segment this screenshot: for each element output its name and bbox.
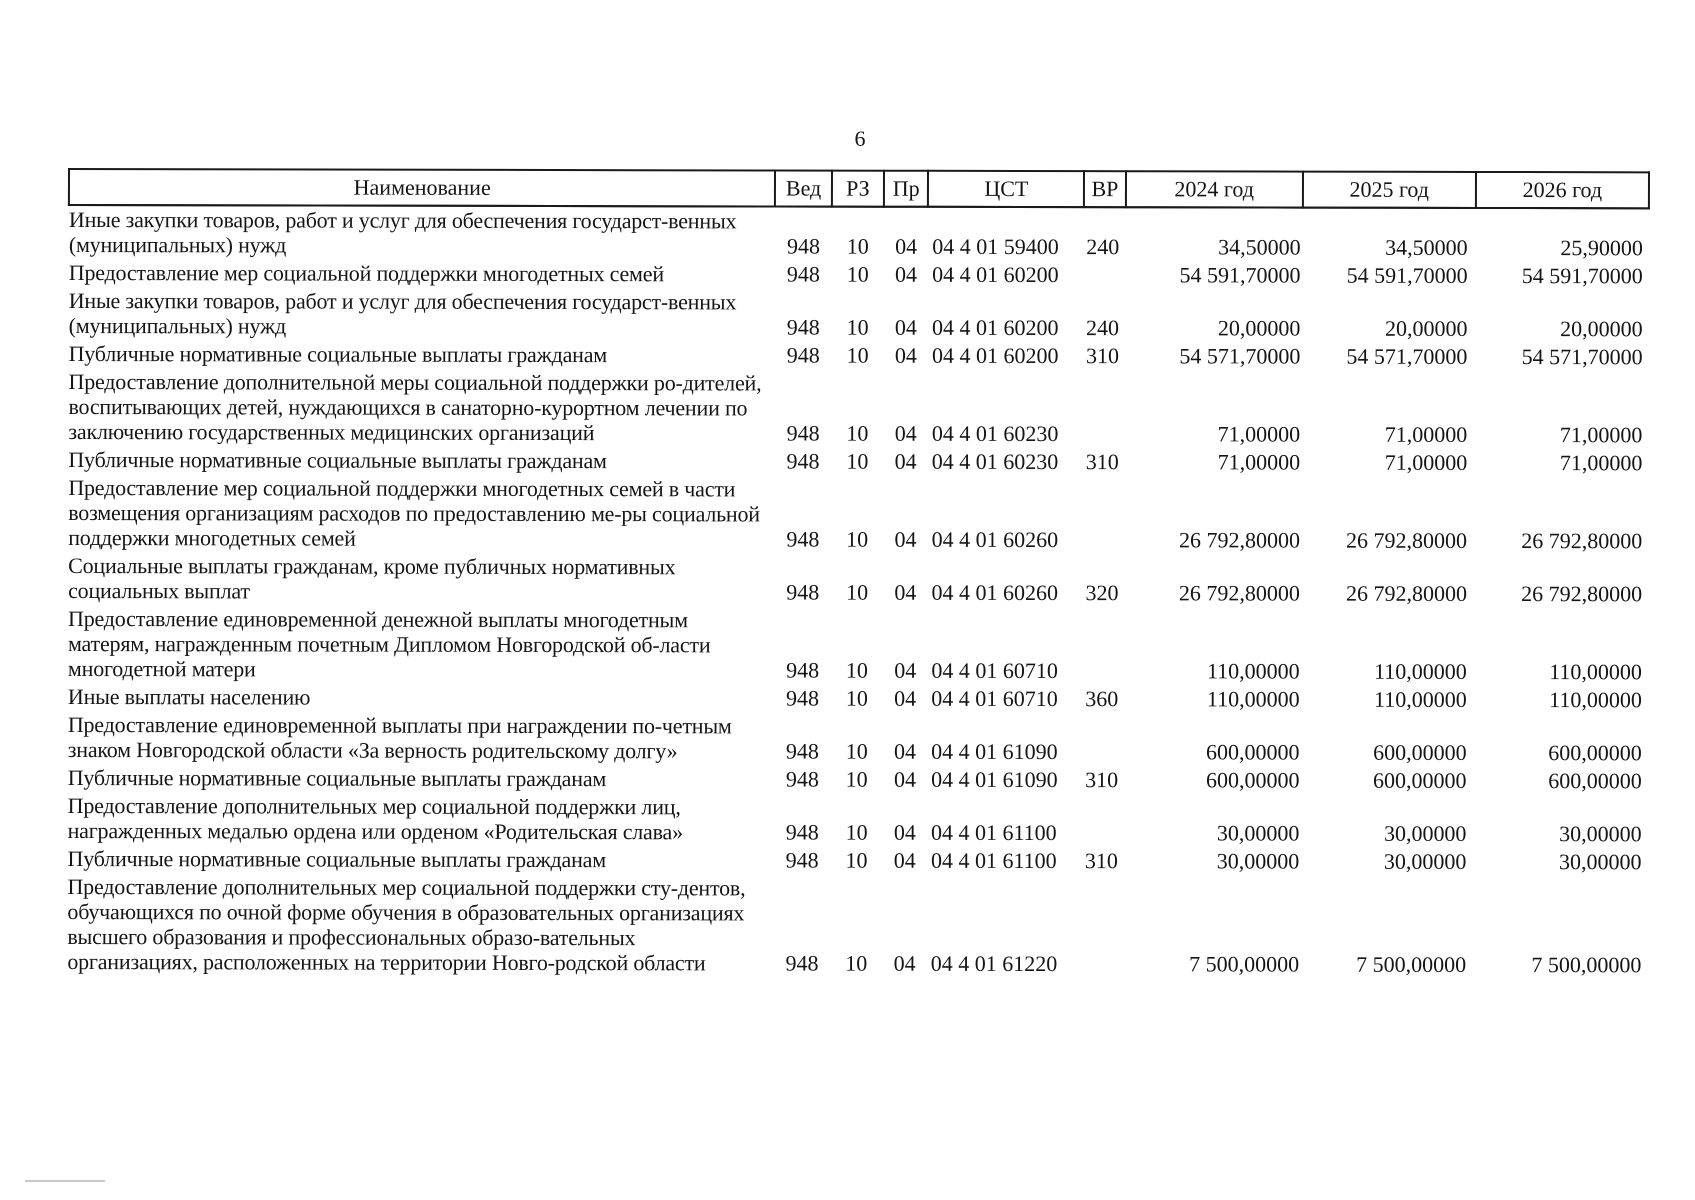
row-pr: 04 — [894, 738, 917, 764]
row-rz: 10 — [846, 314, 869, 340]
row-2026: 30,00000 — [1559, 849, 1642, 875]
budget-table — [66, 168, 1650, 979]
row-2026: 71,00000 — [1559, 450, 1643, 476]
header-2025: 2025 год — [1303, 172, 1476, 208]
row-2025: 30,00000 — [1383, 820, 1467, 846]
header-row — [69, 169, 1649, 208]
table-row — [69, 259, 1649, 290]
row-ved: 948 — [786, 657, 820, 683]
row-ved: 948 — [786, 579, 820, 605]
row-cst: 04 4 01 60230 — [931, 448, 1059, 475]
row-2024: 71,00000 — [1217, 449, 1301, 475]
row-2025: 110,00000 — [1374, 658, 1467, 684]
row-vr: 360 — [1085, 686, 1119, 712]
row-pr: 04 — [894, 342, 917, 368]
row-vr — [1084, 370, 1125, 448]
row-vr: 310 — [1085, 449, 1119, 475]
row-rz: 10 — [846, 342, 869, 368]
row-pr: 04 — [894, 448, 917, 474]
row-vr — [1083, 607, 1124, 685]
row-2025: 71,00000 — [1384, 449, 1468, 475]
table-header — [69, 169, 1649, 208]
page-number: 6 — [854, 126, 866, 151]
row-ved: 948 — [786, 448, 820, 474]
header-cst: ЦСТ — [928, 171, 1084, 207]
row-ved: 948 — [785, 766, 819, 792]
row-2025: 7 500,00000 — [1356, 951, 1467, 977]
row-2024: 34,50000 — [1218, 234, 1301, 260]
row-rz: 10 — [846, 233, 869, 259]
table-row — [67, 873, 1647, 979]
row-2026: 25,90000 — [1560, 235, 1643, 261]
table-row — [68, 792, 1648, 848]
row-2024: 110,00000 — [1206, 658, 1300, 684]
row-name: Публичные нормативные социальные выплаты гражданам — [67, 846, 606, 873]
row-2025: 71,00000 — [1384, 421, 1468, 447]
row-pr: 04 — [894, 579, 917, 605]
row-rz: 10 — [845, 766, 868, 792]
row-cst: 04 4 01 60260 — [931, 579, 1059, 606]
table-row — [69, 340, 1649, 371]
row-name: Предоставление дополнительных мер социальной поддержки сту-дентов, обучающихся по очной форме обучения в образовательных организациях высшего образования и профессиональных образо-вательных организациях, расположенных на территории Новго-родской области — [67, 874, 746, 976]
row-ved: 948 — [785, 847, 819, 873]
row-rz: 10 — [845, 950, 868, 976]
row-pr: 04 — [894, 685, 917, 711]
row-2026: 600,00000 — [1548, 768, 1642, 794]
row-pr: 04 — [893, 950, 916, 976]
row-name: Публичные нормативные социальные выплаты гражданам — [68, 341, 608, 368]
row-ved: 948 — [785, 819, 819, 845]
row-rz: 10 — [846, 420, 869, 446]
row-pr: 04 — [895, 261, 918, 287]
row-vr: 310 — [1084, 848, 1118, 874]
row-2024: 30,00000 — [1216, 820, 1300, 846]
row-rz: 10 — [845, 738, 868, 764]
table-row — [69, 287, 1649, 343]
row-cst: 04 4 01 60230 — [931, 420, 1059, 447]
row-name: Социальные выплаты гражданам, кроме публичных нормативных социальных выплат — [68, 553, 676, 604]
row-pr: 04 — [893, 766, 917, 792]
row-2026: 600,00000 — [1548, 740, 1642, 766]
row-2025: 34,50000 — [1385, 234, 1468, 260]
row-name: Предоставление дополнительных мер социальной поддержки лиц, награжденных медалью ордена или орденом «Родительская слава» — [67, 793, 683, 845]
row-name: Публичные нормативные социальные выплаты гражданам — [68, 447, 607, 474]
row-2026: 26 792,80000 — [1521, 528, 1643, 554]
row-2024: 110,00000 — [1206, 686, 1300, 712]
row-pr: 04 — [895, 233, 918, 259]
row-2025: 26 792,80000 — [1345, 580, 1467, 606]
row-2025: 20,00000 — [1384, 315, 1468, 341]
header-vr: ВР — [1084, 171, 1125, 207]
header-2026: 2026 год — [1476, 172, 1649, 208]
header-name: Наименование — [69, 169, 776, 206]
row-2026: 54 591,70000 — [1521, 263, 1643, 289]
row-2025: 110,00000 — [1374, 686, 1467, 712]
row-cst: 04 4 01 61090 — [931, 738, 1058, 765]
table-row — [68, 552, 1648, 608]
row-2026: 110,00000 — [1549, 659, 1642, 685]
row-2025: 54 571,70000 — [1346, 343, 1468, 369]
header-ved: Вед — [775, 170, 831, 206]
row-name: Иные закупки товаров, работ и услуг для обеспечения государст-венных (муниципальных) нужд — [68, 288, 737, 339]
row-name: Предоставление дополнительной меры социальной поддержки ро-дителей, воспитывающих детей, нуждающихся в санаторно-курортном лечении по заключению государственных медицинских организаций — [68, 369, 762, 446]
header-2024: 2024 год — [1126, 171, 1303, 207]
row-cst: 04 4 01 61090 — [931, 766, 1058, 793]
row-rz: 10 — [845, 819, 868, 845]
row-cst: 04 4 01 60260 — [931, 526, 1059, 553]
table-row — [68, 368, 1648, 449]
table-row — [68, 764, 1648, 795]
header-pr: Пр — [884, 171, 928, 207]
row-cst: 04 4 01 60710 — [931, 657, 1058, 684]
row-name: Иные закупки товаров, работ и услуг для обеспечения государст-венных (муниципальных) нужд — [68, 207, 737, 258]
row-ved: 948 — [786, 261, 820, 287]
row-2026: 110,00000 — [1549, 687, 1642, 713]
row-2025: 600,00000 — [1373, 739, 1467, 765]
row-2024: 54 571,70000 — [1179, 343, 1301, 369]
row-vr — [1084, 261, 1125, 289]
row-2025: 600,00000 — [1373, 767, 1467, 793]
row-ved: 948 — [786, 233, 821, 259]
row-2024: 71,00000 — [1217, 421, 1301, 447]
row-cst: 04 4 01 60200 — [931, 342, 1059, 369]
row-cst: 04 4 01 61220 — [930, 950, 1058, 977]
table-row — [68, 605, 1648, 686]
row-2026: 71,00000 — [1559, 422, 1643, 448]
row-vr — [1083, 875, 1124, 978]
table-row — [68, 446, 1648, 477]
row-name: Предоставление единовременной денежной выплаты многодетным матерям, награжденным почетным Дипломом Новгородской об-ласти многодетной матери — [67, 606, 711, 682]
row-cst: 04 4 01 60710 — [931, 685, 1058, 712]
row-pr: 04 — [894, 420, 917, 446]
row-rz: 10 — [846, 526, 869, 552]
row-vr — [1083, 794, 1124, 847]
table-row — [68, 845, 1648, 876]
row-name: Иные выплаты населению — [67, 684, 311, 710]
row-vr — [1084, 476, 1125, 554]
row-rz: 10 — [845, 847, 868, 873]
row-vr: 320 — [1085, 580, 1119, 606]
row-2026: 26 792,80000 — [1521, 581, 1643, 607]
row-rz: 10 — [846, 261, 869, 287]
row-2024: 20,00000 — [1217, 315, 1301, 341]
row-ved: 948 — [785, 738, 819, 764]
row-pr: 04 — [894, 526, 917, 552]
row-2026: 20,00000 — [1560, 316, 1643, 342]
row-cst: 04 4 01 60200 — [932, 261, 1059, 288]
row-vr — [1083, 713, 1124, 766]
row-pr: 04 — [893, 847, 916, 873]
row-cst: 04 4 01 60200 — [932, 314, 1059, 341]
row-pr: 04 — [894, 657, 917, 683]
row-vr: 240 — [1086, 234, 1120, 260]
table-row — [68, 683, 1648, 714]
row-ved: 948 — [786, 314, 820, 340]
row-ved: 948 — [786, 420, 820, 446]
row-vr: 240 — [1086, 315, 1120, 341]
row-rz: 10 — [845, 657, 868, 683]
row-2024: 54 591,70000 — [1179, 262, 1301, 288]
row-vr: 310 — [1085, 343, 1120, 369]
row-2024: 26 792,80000 — [1178, 527, 1300, 553]
scan-mark — [25, 1180, 105, 1182]
row-cst: 04 4 01 61100 — [930, 847, 1057, 874]
row-ved: 948 — [786, 526, 820, 552]
row-pr: 04 — [893, 819, 916, 845]
row-name: Предоставление мер социальной поддержки многодетных семей в части возмещения организациям расходов по предоставлению ме-ры социальной поддержки многодетных семей — [68, 475, 760, 551]
row-rz: 10 — [845, 685, 868, 711]
row-cst: 04 4 01 59400 — [932, 233, 1059, 260]
row-2024: 600,00000 — [1205, 767, 1300, 793]
row-2026: 7 500,00000 — [1531, 952, 1642, 978]
row-ved: 948 — [785, 950, 819, 976]
row-name: Предоставление мер социальной поддержки многодетных семей — [68, 260, 664, 287]
table-row — [68, 474, 1648, 555]
row-2026: 30,00000 — [1559, 821, 1642, 847]
row-2025: 26 792,80000 — [1346, 527, 1468, 553]
table-body — [67, 205, 1649, 979]
row-2024: 7 500,00000 — [1189, 951, 1300, 977]
row-2026: 54 571,70000 — [1521, 344, 1643, 370]
row-pr: 04 — [894, 314, 917, 340]
row-cst: 04 4 01 61100 — [930, 819, 1057, 846]
row-name: Публичные нормативные социальные выплаты гражданам — [67, 765, 607, 792]
row-2025: 54 591,70000 — [1346, 262, 1468, 288]
row-2024: 30,00000 — [1216, 848, 1300, 874]
table-row — [69, 205, 1649, 262]
row-ved: 948 — [786, 685, 820, 711]
header-rz: РЗ — [832, 171, 884, 207]
row-2024: 26 792,80000 — [1178, 580, 1300, 606]
row-rz: 10 — [846, 579, 869, 605]
row-rz: 10 — [846, 448, 869, 474]
row-vr: 310 — [1085, 767, 1119, 793]
table-row — [68, 711, 1648, 767]
row-2024: 600,00000 — [1206, 739, 1300, 765]
row-2025: 30,00000 — [1383, 848, 1467, 874]
row-name: Предоставление единовременной выплаты при награждении по-четным знаком Новгородской области «За верность родительскому долгу» — [67, 712, 732, 764]
row-ved: 948 — [786, 342, 820, 368]
